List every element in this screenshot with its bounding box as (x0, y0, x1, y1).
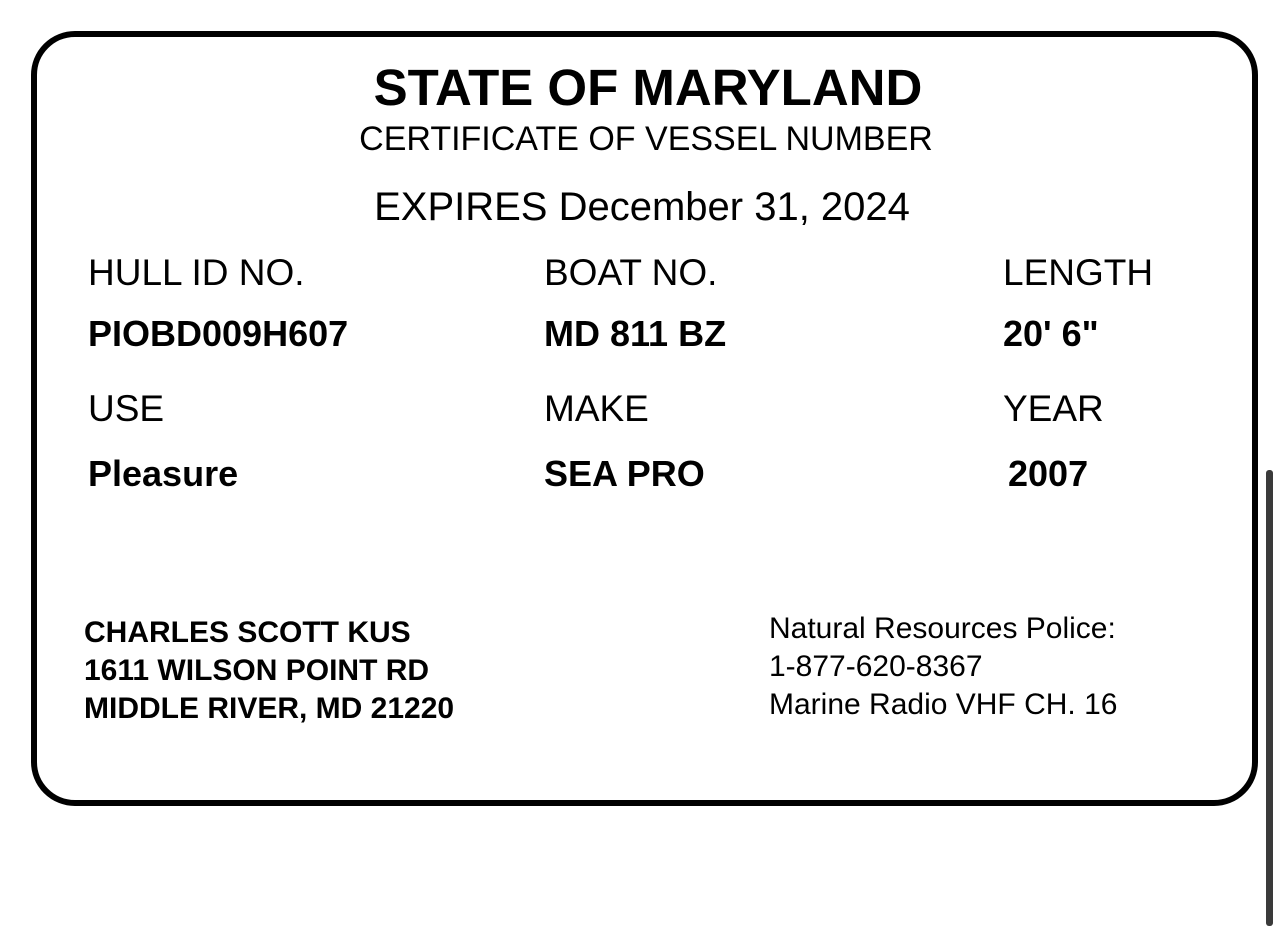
owner-street: 1611 WILSON POINT RD (84, 654, 430, 687)
boat-no-value: MD 811 BZ (544, 313, 727, 354)
contact-agency: Natural Resources Police: (769, 612, 1116, 645)
make-label: MAKE (544, 388, 649, 429)
boat-no-label: BOAT NO. (544, 252, 718, 293)
use-value: Pleasure (88, 453, 239, 494)
owner-address-block (84, 614, 454, 728)
contact-radio: Marine Radio VHF CH. 16 (769, 688, 1118, 721)
police-contact-block (769, 610, 1117, 724)
hull-id-value: PIOBD009H607 (88, 313, 349, 354)
year-label: YEAR (1003, 388, 1104, 429)
owner-city-state-zip: MIDDLE RIVER, MD 21220 (84, 692, 455, 725)
length-value: 20' 6" (1003, 313, 1099, 354)
certificate-state-title: STATE OF MARYLAND (373, 59, 923, 116)
use-label: USE (88, 388, 165, 429)
make-value: SEA PRO (544, 453, 705, 494)
contact-phone: 1-877-620-8367 (769, 650, 983, 683)
expiration-date: EXPIRES December 31, 2024 (374, 185, 910, 229)
hull-id-label: HULL ID NO. (88, 252, 305, 293)
length-label: LENGTH (1003, 252, 1154, 293)
owner-name: CHARLES SCOTT KUS (84, 616, 411, 649)
vertical-scrollbar[interactable] (1266, 470, 1273, 926)
certificate-type: CERTIFICATE OF VESSEL NUMBER (359, 120, 933, 158)
year-value: 2007 (1008, 453, 1089, 494)
